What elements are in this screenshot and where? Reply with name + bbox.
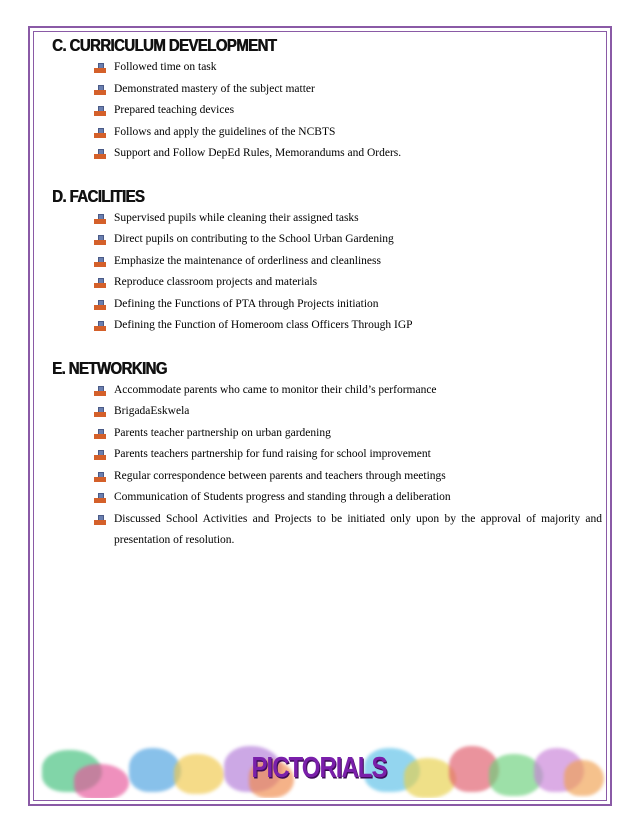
bullet-list: [52, 380, 602, 552]
list-bullet-icon: [94, 278, 106, 288]
list-item: [94, 251, 602, 273]
list-item-text: Communication of Students progress and standing through a deliberation: [114, 491, 451, 503]
list-bullet-icon: [94, 493, 106, 503]
list-bullet-icon: [94, 429, 106, 439]
list-bullet-icon: [94, 149, 106, 159]
list-bullet-icon: [94, 321, 106, 331]
list-item-text: Discussed School Activities and Projects to be initiated only upon by the approval of majority and presentation of resolution.: [114, 512, 602, 546]
section: [52, 187, 602, 337]
list-item-text: Emphasize the maintenance of orderliness and cleanliness: [114, 254, 381, 267]
list-item: [94, 315, 602, 337]
list-item: [94, 444, 602, 466]
list-item-text: BrigadaEskwela: [114, 405, 190, 417]
section-title: D. FACILITIES: [52, 186, 145, 207]
list-item: [94, 79, 602, 101]
document-content: [52, 36, 602, 574]
list-item: [94, 423, 602, 445]
list-item-text: Parents teachers partnership for fund raising for school improvement: [114, 448, 431, 460]
list-bullet-icon: [94, 472, 106, 482]
list-item: [94, 143, 602, 165]
section: [52, 36, 602, 165]
list-bullet-icon: [94, 63, 106, 73]
list-bullet-icon: [94, 106, 106, 116]
list-item-text: Defining the Function of Homeroom class Officers Through IGP: [114, 319, 413, 331]
list-bullet-icon: [94, 85, 106, 95]
pictorials-heading: PICTORIALS: [251, 752, 387, 785]
list-item: [94, 401, 602, 423]
list-bullet-icon: [94, 515, 106, 525]
list-bullet-icon: [94, 450, 106, 460]
bullet-list: [52, 57, 602, 165]
list-bullet-icon: [94, 386, 106, 396]
list-item-text: Parents teacher partnership on urban gardening: [114, 426, 331, 439]
list-item-text: Demonstrated mastery of the subject matter: [114, 82, 315, 95]
bullet-list: [52, 208, 602, 337]
list-item-text: Defining the Functions of PTA through Projects initiation: [114, 297, 379, 310]
list-item-text: Reproduce classroom projects and materials: [114, 276, 318, 288]
list-item: [94, 57, 602, 79]
list-bullet-icon: [94, 214, 106, 224]
list-bullet-icon: [94, 407, 106, 417]
list-item: [94, 122, 602, 144]
list-item: [94, 272, 602, 294]
section-title: E. NETWORKING: [52, 358, 167, 379]
list-bullet-icon: [94, 257, 106, 267]
section-title: C. CURRICULUM DEVELOPMENT: [52, 36, 277, 56]
list-item-text: Support and Follow DepEd Rules, Memorandums and Orders.: [114, 147, 402, 159]
list-item-text: Follows and apply the guidelines of the NCBTS: [114, 125, 336, 138]
section: [52, 359, 602, 552]
list-item: [94, 229, 602, 251]
list-item: [94, 466, 602, 488]
list-item-text: Regular correspondence between parents and teachers through meetings: [114, 469, 446, 482]
list-item-text: Accommodate parents who came to monitor their child’s performance: [114, 383, 437, 396]
list-bullet-icon: [94, 128, 106, 138]
list-item-text: Prepared teaching devices: [114, 104, 235, 116]
list-item: [94, 294, 602, 316]
list-item-text: Direct pupils on contributing to the School Urban Gardening: [114, 233, 394, 245]
list-item-text: Supervised pupils while cleaning their assigned tasks: [114, 211, 359, 224]
list-bullet-icon: [94, 300, 106, 310]
list-item: [94, 509, 602, 552]
list-item: [94, 380, 602, 402]
list-bullet-icon: [94, 235, 106, 245]
list-item-text: Followed time on task: [114, 61, 217, 73]
list-item: [94, 208, 602, 230]
list-item: [94, 100, 602, 122]
list-item: [94, 487, 602, 509]
